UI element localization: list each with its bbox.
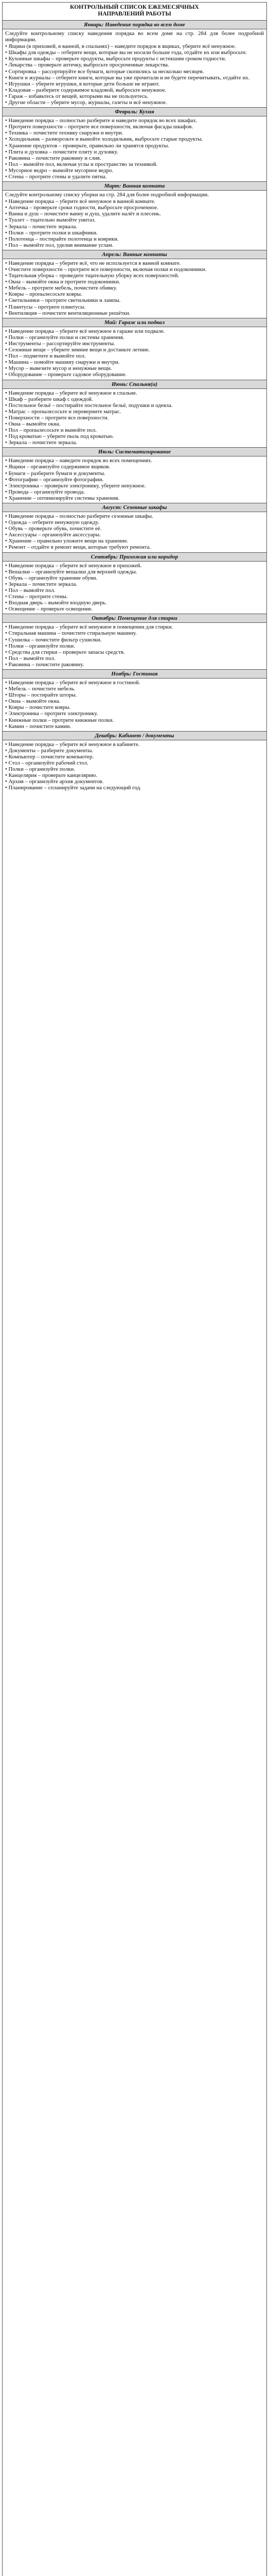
checklist-item: • Наведение порядка – уберите всё ненужное в кабинете. bbox=[5, 741, 264, 748]
month-section bbox=[3, 503, 266, 553]
checklist-item: • Вентиляция – почистите вентиляционные решётки. bbox=[5, 310, 264, 316]
month-body bbox=[3, 29, 266, 107]
month-header: Февраль: Кухня bbox=[3, 108, 266, 116]
checklist-item: • Наведение порядка – уберите всё ненужное в гараже или подвале. bbox=[5, 328, 264, 334]
document-title bbox=[3, 3, 266, 21]
checklist-item: • Наведение порядка – полностью разберите и наведите порядок во всех шкафах. bbox=[5, 117, 264, 124]
checklist-item: • Кладовая – разберите содержимое кладовой, выбросьте ненужное. bbox=[5, 87, 264, 93]
section-intro: Следуйте контрольному списку наведения порядка во всем доме на стр. 284 для более подробной информации. bbox=[5, 30, 264, 43]
checklist-item: • Бумаги – разберите бумаги и документы. bbox=[5, 470, 264, 477]
month-header: Май: Гараж или подвал bbox=[3, 318, 266, 327]
checklist-item: • Освещение – проверьте освещение. bbox=[5, 606, 264, 612]
checklist-item: • Аксессуары – организуйте аксессуары. bbox=[5, 532, 264, 538]
checklist-item: • Аптечка – проверьте сроки годности, выбросьте просроченное. bbox=[5, 205, 264, 211]
checklist-item: • Наведение порядка – уберите всё ненужное в ванной комнате. bbox=[5, 198, 264, 205]
checklist-item: • Пол – вымойте пол, включая углы и пространство за техникой. bbox=[5, 161, 264, 167]
checklist-item: • Туалет – тщательно вымойте унитаз. bbox=[5, 217, 264, 223]
checklist-item: • Гараж – избавьтесь от вещей, которыми вы не пользуетесь. bbox=[5, 93, 264, 99]
checklist-item: • Планирование – спланируйте задачи на следующий год. bbox=[5, 785, 264, 791]
checklist-item: • Техника – почистите технику снаружи и внутри. bbox=[5, 130, 264, 136]
checklist-item: • Светильники – протрите светильники и лампы. bbox=[5, 297, 264, 303]
checklist-item: • Вешалки – организуйте вешалки для верхней одежды. bbox=[5, 569, 264, 575]
checklist-item: • Наведение порядка – уберите всё, что не используется в ванной комнате. bbox=[5, 260, 264, 266]
checklist-item: • Тщательная уборка – проведите тщательную уборку всех поверхностей. bbox=[5, 273, 264, 279]
checklist-page bbox=[2, 2, 267, 2576]
checklist-item: • Сортировка – рассортируйте все бумаги, которые скопились за несколько месяцев. bbox=[5, 69, 264, 75]
checklist-item: • Плита и духовка – почистите плиту и духовку. bbox=[5, 149, 264, 155]
checklist-item: • Ванна и душ – почистите ванну и душ, удалите налёт и плесень. bbox=[5, 211, 264, 217]
month-body bbox=[3, 679, 266, 731]
checklist-item: • Канцелярия – проверьте канцелярию. bbox=[5, 772, 264, 778]
month-body bbox=[3, 562, 266, 614]
checklist-item: • Электроника – протрите электронику. bbox=[5, 710, 264, 717]
month-section bbox=[3, 250, 266, 318]
checklist-item: • Ковры – почистите ковры. bbox=[5, 704, 264, 710]
checklist-item: • Зеркала – почистите зеркала. bbox=[5, 224, 264, 230]
month-header: Апрель: Ванные комнаты bbox=[3, 250, 266, 259]
checklist-item: • Электроника – проверьте электронику, уберите ненужное. bbox=[5, 483, 264, 489]
checklist-item: • Книги и журналы – отберите книги, которые вы уже прочитали и не будете перечитывать, отдайте их. bbox=[5, 75, 264, 81]
month-body bbox=[3, 259, 266, 318]
checklist-item: • Зеркала – почистите зеркала. bbox=[5, 439, 264, 446]
month-body bbox=[3, 740, 266, 793]
month-body bbox=[3, 191, 266, 250]
checklist-item: • Пол – вымойте пол, уделив внимание углам. bbox=[5, 242, 264, 248]
checklist-item: • Хранение – правильно уложите вещи на хранение. bbox=[5, 538, 264, 544]
month-section bbox=[3, 318, 266, 380]
checklist-item: • Наведение порядка – уберите всё ненужное в гостиной. bbox=[5, 680, 264, 686]
checklist-item: • Ящики – организуйте содержимое ящиков. bbox=[5, 464, 264, 470]
checklist-item: • Стиральная машина – почистите стиральную машину. bbox=[5, 630, 264, 636]
checklist-item: • Пол – вымойте пол. bbox=[5, 587, 264, 594]
checklist-item: • Под кроватью – уберите пыль под кроватью. bbox=[5, 433, 264, 439]
checklist-item: • Постельное бельё – постирайте постельное бельё, подушки и одеяла. bbox=[5, 402, 264, 409]
month-header: Сентябрь: Прихожая или коридор bbox=[3, 553, 266, 562]
month-section bbox=[3, 448, 266, 503]
checklist-item: • Кухонные шкафы – проверьте продукты, выбросьте продукты с истекшим сроком годности. bbox=[5, 56, 264, 62]
month-header: Июль: Систематизирование bbox=[3, 448, 266, 456]
checklist-item: • Хранение продуктов – проверьте, правильно ли хранятся продукты. bbox=[5, 143, 264, 149]
month-header: Декабрь: Кабинет / документы bbox=[3, 732, 266, 740]
checklist-item: • Книжные полки – протрите книжные полки. bbox=[5, 717, 264, 723]
checklist-item: • Ремонт – отдайте в ремонт вещи, которые требуют ремонта. bbox=[5, 544, 264, 550]
month-header: Июнь: Спальня(и) bbox=[3, 380, 266, 389]
checklist-item: • Наведение порядка – уберите всё ненужное в помещении для стирки. bbox=[5, 624, 264, 630]
checklist-item: • Камин – почистите камин. bbox=[5, 723, 264, 730]
checklist-item: • Сушилка – почистите фильтр сушилки. bbox=[5, 637, 264, 643]
checklist-item: • Наведение порядка – уберите всё ненужное в спальне. bbox=[5, 390, 264, 396]
checklist-item: • Шкафы для одежды – отберите вещи, которые вы не носили больше года, отдайте их или выбросьте. bbox=[5, 49, 264, 56]
title-line-1: КОНТРОЛЬНЫЙ СПИСОК ЕЖЕМЕСЯЧНЫХ bbox=[70, 4, 199, 10]
month-section bbox=[3, 670, 266, 732]
checklist-item: • Ящики (в прихожей, в ванной, в спальнях) – наведите порядок в ящиках, уберите всё ненужное. bbox=[5, 43, 264, 49]
checklist-item: • Провода – организуйте провода. bbox=[5, 489, 264, 495]
checklist-item: • Мусор – вывезите мусор и ненужные вещи. bbox=[5, 365, 264, 371]
checklist-item: • Лекарства – проверьте аптечку, выбросьте просроченные лекарства. bbox=[5, 62, 264, 68]
checklist-item: • Полки – организуйте полки. bbox=[5, 643, 264, 649]
checklist-item: • Мебель – протрите мебель, почистите обивку. bbox=[5, 285, 264, 291]
checklist-item: • Холодильник – разморозьте и вымойте холодильник, выбросьте старые продукты. bbox=[5, 136, 264, 142]
checklist-item: • Полки – организуйте полки. bbox=[5, 766, 264, 772]
checklist-item: • Матрас – пропылесосьте и переверните матрас. bbox=[5, 409, 264, 415]
checklist-item: • Инструменты – рассортируйте инструменты. bbox=[5, 341, 264, 347]
checklist-item: • Стены – протрите стены и удалите пятна. bbox=[5, 174, 264, 180]
checklist-item: • Плинтусы – протрите плинтусы. bbox=[5, 304, 264, 310]
checklist-item: • Окна – вымойте окна. bbox=[5, 698, 264, 704]
checklist-item: • Полки – организуйте полки и системы хранения. bbox=[5, 334, 264, 341]
checklist-item: • Хранение – оптимизируйте системы хранения. bbox=[5, 495, 264, 501]
checklist-item: • Пол – вымойте пол. bbox=[5, 655, 264, 662]
checklist-item: • Окна – вымойте окна. bbox=[5, 421, 264, 427]
checklist-item: • Пол – пропылесосьте и вымойте пол. bbox=[5, 427, 264, 433]
checklist-item: • Ковры – пропылесосьте ковры. bbox=[5, 291, 264, 297]
checklist-item: • Обувь – организуйте хранение обуви. bbox=[5, 575, 264, 581]
checklist-item: • Наведение порядка – наведите порядок во всех помещениях. bbox=[5, 457, 264, 464]
month-section bbox=[3, 553, 266, 615]
month-section bbox=[3, 380, 266, 448]
checklist-item: • Очистите поверхности – протрите все поверхности, включая полки и подоконники. bbox=[5, 266, 264, 273]
month-header: Ноябрь: Гостиная bbox=[3, 670, 266, 679]
month-header: Январь: Наведение порядка во всем доме bbox=[3, 21, 266, 29]
month-header: Март: Ванная комната bbox=[3, 182, 266, 191]
checklist-item: • Стол – организуйте рабочий стол. bbox=[5, 760, 264, 766]
checklist-item: • Одежда – отберите ненужную одежду. bbox=[5, 519, 264, 526]
checklist-item: • Мебель – почистите мебель. bbox=[5, 686, 264, 692]
checklist-item: • Шкаф – разберите шкаф с одеждой. bbox=[5, 396, 264, 402]
month-body bbox=[3, 116, 266, 181]
checklist-item: • Протрите поверхности – протрите все поверхности, включая фасады шкафов. bbox=[5, 124, 264, 130]
checklist-item: • Наведение порядка – уберите всё ненужное в прихожей. bbox=[5, 563, 264, 569]
month-body bbox=[3, 623, 266, 669]
checklist-item: • Документы – разберите документы. bbox=[5, 748, 264, 754]
month-section bbox=[3, 614, 266, 670]
section-intro: Следуйте контрольному списку уборки на стр. 284 для более подробной информации. bbox=[5, 192, 209, 198]
month-section bbox=[3, 21, 266, 108]
checklist-item: • Полотенца – постирайте полотенца и коврики. bbox=[5, 236, 264, 242]
checklist-item: • Раковина – почистите раковину. bbox=[5, 662, 264, 668]
checklist-item: • Мусорное ведро – вымойте мусорное ведро. bbox=[5, 167, 264, 174]
checklist-item: • Входная дверь – вымойте входную дверь. bbox=[5, 600, 264, 606]
month-body bbox=[3, 456, 266, 503]
checklist-item: • Фотографии – организуйте фотографии. bbox=[5, 477, 264, 483]
month-body bbox=[3, 389, 266, 448]
checklist-item: • Стены – протрите стены. bbox=[5, 594, 264, 600]
month-body bbox=[3, 327, 266, 380]
month-section bbox=[3, 732, 266, 793]
checklist-item: • Пол – подметите и вымойте пол. bbox=[5, 353, 264, 359]
checklist-item: • Полки – протрите полки и шкафчики. bbox=[5, 230, 264, 236]
checklist-item: • Оборудование – проверьте садовое оборудование. bbox=[5, 371, 264, 378]
month-sections bbox=[3, 21, 266, 792]
checklist-item: • Архив – организуйте архив документов. bbox=[5, 778, 264, 785]
checklist-item: • Наведение порядка – полностью разберите сезонные шкафы. bbox=[5, 513, 264, 519]
checklist-item: • Поверхности – протрите все поверхности. bbox=[5, 415, 264, 421]
checklist-item: • Компьютер – почистите компьютер. bbox=[5, 754, 264, 760]
checklist-item: • Окна – вымойте окна и протрите подоконники. bbox=[5, 279, 264, 285]
month-section bbox=[3, 182, 266, 250]
title-line-2: НАПРАВЛЕНИЙ РАБОТЫ bbox=[98, 11, 171, 17]
checklist-item: • Средства для стирки – проверьте запасы средств. bbox=[5, 649, 264, 655]
checklist-item: • Другие области – уберите мусор, журналы, газеты и всё ненужное. bbox=[5, 99, 264, 106]
checklist-item: • Сезонные вещи – уберите зимние вещи и достаньте летние. bbox=[5, 347, 264, 353]
month-section bbox=[3, 108, 266, 182]
checklist-item: • Обувь – проверьте обувь, почистите её. bbox=[5, 526, 264, 532]
checklist-item: • Раковина – почистите раковину и слив. bbox=[5, 155, 264, 161]
month-body bbox=[3, 512, 266, 552]
month-header: Август: Сезонные шкафы bbox=[3, 503, 266, 512]
checklist-item: • Зеркала – почистите зеркала. bbox=[5, 581, 264, 587]
checklist-item: • Машина – помойте машину снаружи и внутри. bbox=[5, 359, 264, 365]
checklist-item: • Шторы – постирайте шторы. bbox=[5, 692, 264, 698]
checklist-item: • Игрушки – уберите игрушки, в которые дети больше не играют. bbox=[5, 81, 264, 87]
month-header: Октябрь: Помещение для стирки bbox=[3, 614, 266, 623]
